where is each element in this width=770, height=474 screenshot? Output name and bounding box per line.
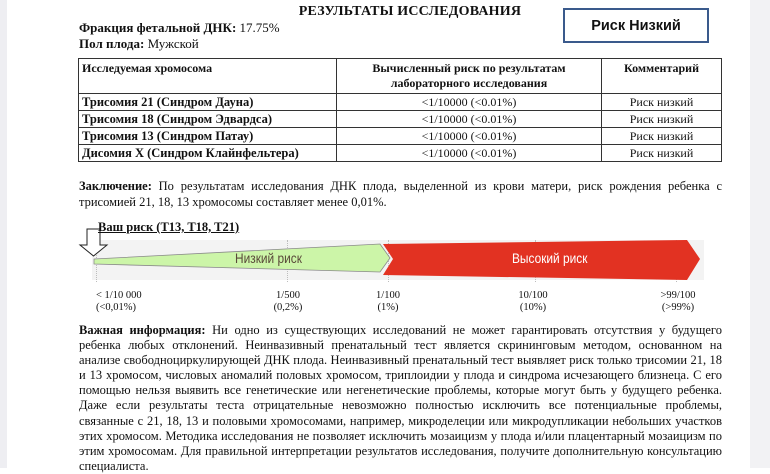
chromosome-cell: Трисомия 18 (Синдром Эдвардса) — [79, 111, 337, 128]
important-information-paragraph — [79, 323, 722, 474]
scale-tick-label — [368, 290, 408, 314]
column-header-risk: Вычисленный риск по результатам лабораторного исследования — [337, 59, 602, 94]
conclusion-label: Заключение: — [79, 179, 152, 193]
scale-tick-label — [268, 290, 308, 314]
high-risk-label: Высокий риск — [512, 250, 588, 266]
comment-cell: Риск низкий — [602, 94, 722, 111]
conclusion-text: По результатам исследования ДНК плода, выделенной из крови матери, риск рождения ребенка с трисомией 21, 18, 13 хромосомы составляет менее 0,01%. — [79, 179, 722, 209]
tick-ratio: < 1/10 000 — [96, 290, 142, 301]
your-risk-title: Ваш риск (T13, T18, T21) — [98, 220, 240, 234]
tick-ratio: >99/100 — [660, 290, 696, 301]
tick-percent: (0,2%) — [273, 302, 303, 313]
important-label: Важная информация: — [79, 323, 206, 337]
tick-ratio: 1/500 — [276, 290, 300, 301]
important-text: Ни одно из существующих исследований не может гарантировать отсутствия у будущего ребенка любых отклонений. Неинвазивный пренатальный тест является скрининговым методом, основанном на анализе свободноциркулирующей ДНК плода. Неинвазивный пренатальный тест выявляет риск только трисомии 21, 18 и 13 хромосом, числовых аномалий половых хромосом, триплоидии у плода и синдрома исчезающего близнеца. С его помощью нельзя выявить все генетические или негенетические проблемы, которые могут быть у будущего ребенка. Даже если результаты теста отрицательные невозможно полностью исключить все потенциальные проблемы, связанные с 21, 18, 13 и половыми хромосомами, например, микроделеции или микродупликации небольших участков этих хромосом. Методика исследования не позволяет исключить мозаицизм у плода и/или плацентарный мозаицизм по этим хромосомам. Для правильной интерпретации результатов исследования, получите дополнительную консультацию специалиста. — [79, 323, 722, 473]
fetal-sex-label: Пол плода: — [79, 36, 145, 51]
tick-percent: (<0,01%) — [96, 302, 137, 313]
column-header-chromosome: Исследуемая хромосома — [79, 59, 337, 94]
risk-cell: <1/10000 (<0.01%) — [337, 128, 602, 145]
scale-tick-label — [503, 290, 563, 314]
tick-percent: (>99%) — [661, 302, 695, 313]
scale-tick-label — [648, 290, 708, 314]
scale-tick-label — [96, 290, 142, 314]
low-risk-label: Низкий риск — [235, 250, 302, 266]
tick-percent: (1%) — [377, 302, 399, 313]
chromosome-cell: Дисомия X (Синдром Клайнфельтера) — [79, 145, 337, 162]
comment-cell: Риск низкий — [602, 128, 722, 145]
risk-summary-badge: Риск Низкий — [563, 8, 709, 43]
fetal-dna-label: Фракция фетальной ДНК: — [79, 20, 237, 35]
chromosome-cell: Трисомия 21 (Синдром Дауна) — [79, 94, 337, 111]
tick-ratio: 1/100 — [376, 290, 400, 301]
chromosome-cell: Трисомия 13 (Синдром Патау) — [79, 128, 337, 145]
fetal-dna-value: 17.75% — [239, 20, 280, 35]
comment-cell: Риск низкий — [602, 145, 722, 162]
tick-percent: (10%) — [519, 302, 547, 313]
comment-cell: Риск низкий — [602, 111, 722, 128]
tick-ratio: 10/100 — [518, 290, 548, 301]
page-title: РЕЗУЛЬТАТЫ ИССЛЕДОВАНИЯ — [298, 4, 522, 19]
risk-cell: <1/10000 (<0.01%) — [337, 145, 602, 162]
fetal-sex-value: Мужской — [147, 36, 199, 51]
risk-cell: <1/10000 (<0.01%) — [337, 94, 602, 111]
risk-cell: <1/10000 (<0.01%) — [337, 111, 602, 128]
column-header-comment: Комментарий — [602, 59, 722, 94]
